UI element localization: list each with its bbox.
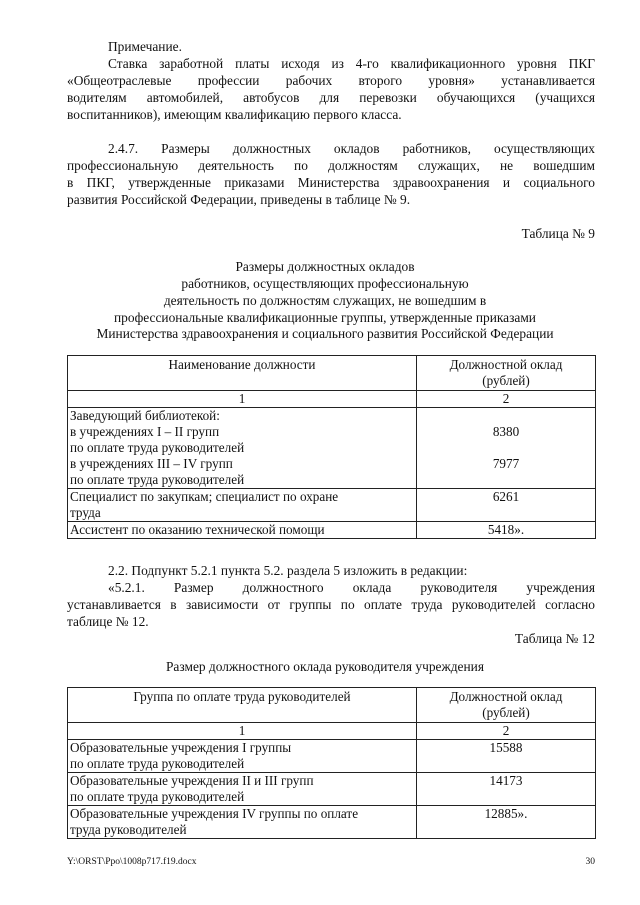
table12-header-row xyxy=(68,688,596,723)
table12-number-col1: 1 xyxy=(68,723,417,740)
para-22-line-1: 2.2. Подпункт 5.2.1 пункта 5.2. раздела 5 изложить в редакции: xyxy=(108,563,468,578)
table12-row3-value: 12885». xyxy=(417,806,596,839)
row-text-line: в учреждениях III – IV групп xyxy=(70,456,233,471)
note-line-4: воспитанников), имеющим квалификацию первого класса. xyxy=(67,107,402,122)
row-text-line: по оплате труда руководителей xyxy=(70,472,245,487)
footer-page-number: 30 xyxy=(585,857,595,867)
row-text-line: Образовательные учреждения IV группы по оплате xyxy=(70,806,359,821)
table9-row3-name: Ассистент по оказанию технической помощи xyxy=(68,522,417,539)
table9-header-col2-line1: Должностной оклад xyxy=(449,357,563,372)
table9-header-col2-line2: (рублей) xyxy=(482,373,530,388)
para-22-line-2: «5.2.1. Размер должностного оклада руководителя учреждения xyxy=(108,580,595,595)
table9-number-row xyxy=(68,391,596,408)
table9-header-col2 xyxy=(417,356,596,391)
table9-row1-value-a: 8380 xyxy=(492,424,520,439)
table9-row3-value: 5418». xyxy=(417,522,596,539)
table9-row2-value: 6261 xyxy=(417,489,596,522)
table9-label: Таблица № 9 xyxy=(521,226,595,241)
table12-row1-value: 15588 xyxy=(417,740,596,773)
note-line-1: Ставка заработной платы исходя из 4-го квалификационного уровня ПКГ xyxy=(108,56,595,71)
row-text-line: по оплате труда руководителей xyxy=(70,440,245,455)
para-247-line-1: 2.4.7. Размеры должностных окладов работников, осуществляющих xyxy=(108,141,595,156)
table12-label: Таблица № 12 xyxy=(514,631,595,646)
para-247-line-3: в ПКГ, утвержденные приказами Министерства здравоохранения и социального xyxy=(67,175,595,190)
table-row xyxy=(68,408,596,489)
table9-title-line-3: деятельность по должностям служащих, не вошедшим в xyxy=(163,293,487,308)
row-text-line: Образовательные учреждения I группы xyxy=(70,740,292,755)
table9-title-line-1: Размеры должностных окладов xyxy=(235,259,415,274)
row-text-line: Специалист по закупкам; специалист по охране xyxy=(70,489,339,504)
row-text-line: по оплате труда руководителей xyxy=(70,789,245,804)
table9-row2-name xyxy=(68,489,417,522)
table9-number-col2: 2 xyxy=(417,391,596,408)
table-12 xyxy=(67,687,596,839)
table12-row2-name xyxy=(68,773,417,806)
row-text-line: по оплате труда руководителей xyxy=(70,756,245,771)
footer-file-path: Y:\ORST\Ppo\1008p717.f19.docx xyxy=(67,857,197,867)
table9-row1-name xyxy=(68,408,417,489)
table12-number-row xyxy=(68,723,596,740)
table12-row2-value: 14173 xyxy=(417,773,596,806)
table12-title: Размер должностного оклада руководителя учреждения xyxy=(165,659,484,674)
table-row xyxy=(68,773,596,806)
table-row xyxy=(68,489,596,522)
table-row xyxy=(68,806,596,839)
table-9 xyxy=(67,355,596,539)
table9-number-col1: 1 xyxy=(68,391,417,408)
table12-row3-name xyxy=(68,806,417,839)
note-line-3: водителям автомобилей, автобусов для перевозки обучающихся (учащихся xyxy=(67,90,595,105)
row-text-line: труда xyxy=(70,505,101,520)
table9-row1-values xyxy=(417,408,596,489)
table12-header-col1: Группа по оплате труда руководителей xyxy=(68,688,417,723)
table9-title-line-4: профессиональные квалификационные группы, утвержденные приказами xyxy=(114,310,536,325)
para-247-line-2: профессиональную деятельность по должностям служащих, не вошедшим xyxy=(67,158,595,173)
table9-title-line-2: работников, осуществляющих профессиональную xyxy=(181,276,469,291)
table-row xyxy=(68,740,596,773)
table12-header-col2-line1: Должностной оклад xyxy=(449,689,563,704)
table12-number-col2: 2 xyxy=(417,723,596,740)
table12-header-col2 xyxy=(417,688,596,723)
note-title: Примечание. xyxy=(108,39,182,54)
table-row xyxy=(68,522,596,539)
para-22-line-3: устанавливается в зависимости от группы по оплате труда руководителей согласно xyxy=(67,597,595,612)
note-line-2: «Общеотраслевые профессии рабочих второго уровня» устанавливается xyxy=(67,73,595,88)
row-text-line: в учреждениях I – II групп xyxy=(70,424,220,439)
table9-title-line-5: Министерства здравоохранения и социального развития Российской Федерации xyxy=(96,326,554,341)
row-text-line: Заведующий библиотекой: xyxy=(70,408,220,423)
para-22-line-4: таблице № 12. xyxy=(67,614,149,629)
table9-header-row xyxy=(68,356,596,391)
para-247-line-4: развития Российской Федерации, приведены в таблице № 9. xyxy=(67,192,411,207)
table12-row1-name xyxy=(68,740,417,773)
table12-header-col2-line2: (рублей) xyxy=(482,705,530,720)
row-text-line: труда руководителей xyxy=(70,822,187,837)
table9-row1-value-b: 7977 xyxy=(492,456,520,471)
row-text-line: Образовательные учреждения II и III групп xyxy=(70,773,314,788)
table9-header-col1: Наименование должности xyxy=(68,356,417,391)
